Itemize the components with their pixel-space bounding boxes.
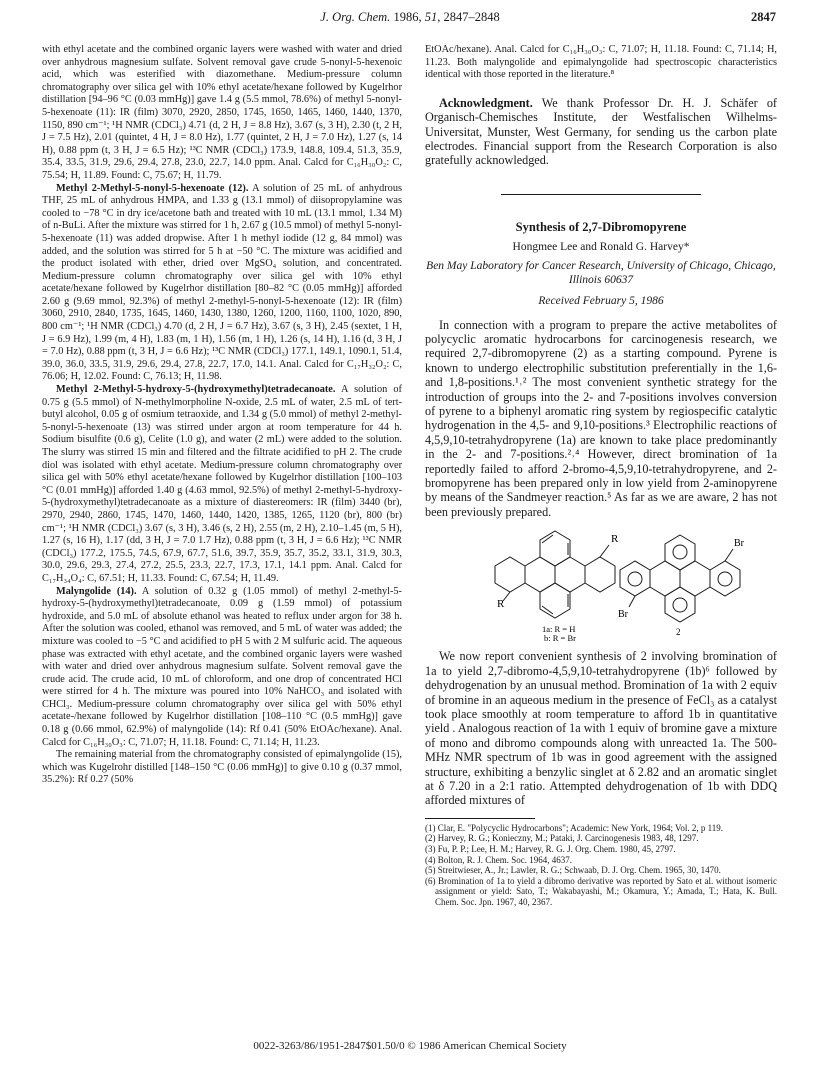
footnote: (1) Clar, E. "Polycyclic Hydrocarbons"; Academic: New York, 1964; Vol. 2, p 119. [425, 822, 724, 833]
footnotes [425, 823, 777, 908]
paragraph-text: A solution of 0.32 g (1.05 mmol) of methyl 2-methyl-5-hydroxy-5-(hydroxymethyl)tetradecanoate, 0.09 g (1.59 mmol) of potassium hydroxide, and 5.0 mL of absolute ethanol was heated to reflux under argon for 38 h. After the solution was cooled, ethanol was removed, and 5 mL of water was added; the mixture was cooled to −5 °C and acidified to pH 5 with 2 M sulfuric acid. The aqueous phase was extracted with ethyl acetate, and the combined organic layers were washed with water and dried over anhydrous magnesium sulfate. Solvent removal gave the crude acid. The crude acid, 10 mL of chloroform, and one drop of concentrated HCl were stirred for 4 h. The mixture was poured into 10% NaHCO₃ and isolated with CHCl₃. Medium-pressure column chromatography over silica gel with 50% ethyl acetate-/hexane followed by Kugelrhor distillation [108–110 °C (0.5 mmHg)] gave 0.18 g (0.66 mmol, 62.9%) of malyngolide (14): Rf 0.41 (50% EtOAc/hexane). Anal. Calcd for C₁₆H₃₀O₃: C, 71.07; H, 11.18. Found: C, 71.14; H, 11.23. [42, 585, 402, 748]
journal-citation [0, 10, 820, 25]
acknowledgment-heading: Acknowledgment. [439, 95, 533, 110]
left-column [42, 44, 402, 787]
copyright-footer: 0022-3263/86/1951-2847$01.50/0 © 1986 American Chemical Society [253, 1040, 567, 1052]
journal-year: 1986, [393, 10, 422, 24]
acknowledgment [425, 96, 777, 168]
paragraph: We now report convenient synthesis of 2 involving bromination of 1a to yield 2,7-dibromo-4,5,9,10-tetrahydropyrene (1b)⁶ followed by dehydrogenation by an unusual method. Bromination of 1a with 2 equiv of bromine in an aqueous medium in the presence of FeCl₃ as a catalyst took place smoothly at room temperature to afford 1b in quantitative yield . Analogous reaction of 1a with 1 equiv of bromine gave a mixture of mono and dibromo compounds along with unreacted 1a. The 500-MHz NMR spectrum of 1b was in good agreement with the assigned structure, exhibiting a benzylic singlet at δ 2.82 and an aromatic singlet at δ 7.20 in a 2:1 ratio. Attempted dehydrogenation of 1b with DDQ afforded mixtures of [425, 649, 777, 808]
footnote: (3) Fu, P. P.; Lee, H. M.; Harvey, R. G. J. Org. Chem. 1980, 45, 2797. [425, 843, 676, 854]
substituent-r-right: R [611, 533, 619, 546]
paragraph: In connection with a program to prepare the active metabolites of polycyclic aromatic hydrocarbons for carcinogenesis research, we required 2,7-dibromopyrene (2) as a starting compound. Pyrene is known to undergo electrophilic substitution preferentially in the 1,6- and 1,8-positions.¹˒² The most convenient synthetic strategy for the introduction of groups into the 2- and 7-positions involves conversion of pyrene to a biphenyl aromatic ring system by regiospecific catalytic hydrogenation in the 4,5- and 9,10-positions.³ Electrophilic reactions of 4,5,9,10-tetrahydropyrene (1a) are known to take place predominantly in the 2- and 7-positions.²˒⁴ However, direct bromination of 1a reportedly failed to afford 2-bromo-4,5,9,10-tetrahydropyrene, and 2-bromopyrene has been prepared only in low yield from 2-aminopyrene by means of the Sandmeyer reaction.⁵ As far as we are aware, 2 has not been previously prepared. [425, 317, 777, 519]
article-authors: Hongmee Lee and Ronald G. Harvey* [512, 241, 690, 254]
paragraph [42, 586, 402, 750]
article-separator [501, 194, 701, 195]
paragraph [42, 384, 402, 586]
article-title: Synthesis of 2,7-Dibromopyrene [515, 219, 687, 234]
footnote: (5) Streitwieser, A., Jr.; Lawler, R. G.; Schwaab, D. J. Org. Chem. 1965, 30, 1470. [425, 865, 721, 876]
paragraph: The remaining material from the chromatography consisted of epimalyngolide (15), which was Kugelrohr distilled [148–150 °C (0.06 mmHg)] to give 0.10 g (0.37 mmol, 35.2%): Rf 0.27 (50% [42, 749, 402, 786]
paragraph [42, 183, 402, 385]
page-number: 2847 [751, 10, 776, 24]
substituent-br-bottom: Br [618, 609, 628, 621]
paragraph-text: A solution of 0.75 g (5.5 mmol) of N-methylmorpholine N-oxide, 2.5 mL of water, 2.5 mL of tert-butyl alcohol, 0.05 g of osmium tetraoxide, and 1.34 g (5.0 mmol) of methyl 2-methyl-5-nonyl-5-hexenoate (13) was stirred under argon at room temperature for 44 h. Sodium bisulfite (0.6 g), Celite (1.0 g), and water (2 mL) were added to the solution. The slurry was stirred 15 min and filtered and the filtrate acidified to pH 2. The crude diol was isolated with ethyl acetate. Medium-pressure column chromatography over silica gel with 50% ethyl acetate/hexane followed by Kugelrhor distillation [100–103 °C (0.01 mmHg)] afforded 1.40 g (4.63 mmol, 92.5%) of methyl 2-methyl-5-hydroxy-5-(hydroxymethyl)tetradecanoate as a mixture of diastereomers: IR (film) 3440 (br), 2970, 2940, 2860, 1745, 1470, 1460, 1440, 1420, 1385, 1265, 1120 (br), 800 (br) cm⁻¹; ¹H NMR (CDCl₃) 3.67 (s, 3 H), 3.46 (s, 2 H), 2.55 (m, 2 H), 2.10–1.45 (m, 5 H), 1.27 (s, 16 H), 1.17 (dd, 3 H, J = 7.0 1.7 Hz), 0.88 ppm (t, 3 H, J = 6.6 Hz); ¹³C NMR (CDCl₃) 177.2, 175.5, 74.5, 67.9, 67.7, 51.6, 39.7, 35.9, 35.7, 35.2, 33.1, 31.9, 30.3, 30.0, 29.6, 29.3, 27.4, 27.2, 25.5, 23.3, 22.7, 17.3, 17.1, 14.1 ppm. Anal. Calcd for C₁₇H₃₄O₄: C, 67.51; H, 11.33. Found: C, 67.54; H, 11.49. [42, 384, 402, 584]
footnote: (4) Bolton, R. J. Chem. Soc. 1964, 4637. [425, 854, 573, 865]
received-date: Received February 5, 1986 [538, 295, 664, 307]
journal-pages: 2847–2848 [443, 10, 500, 24]
compound-label-1b: b: R = Br [544, 633, 576, 644]
section-heading: Malyngolide (14). [56, 585, 137, 597]
tetrahydropyrene-structure [495, 531, 615, 618]
structure-figure [425, 521, 777, 643]
acknowledgment-text: We thank Professor Dr. H. J. Schäfer of Organisch-Chemisches Institute, der Westfalischen Wilhelms-Universitat, Munster, West Germany, for sending us the carbon plate electrodes. Financial support from the Research Corporation is also gratefully acknowledged. [425, 95, 777, 168]
section-heading: Methyl 2-Methyl-5-hydroxy-5-(hydroxymethyl)tetradecanoate. [56, 384, 336, 396]
paragraph: EtOAc/hexane). Anal. Calcd for C₁₆H₃₀O₃: C, 71.07; H, 11.18. Found: C, 71.14; H, 11.23. Both malyngolide and epimalyngolide had spectroscopic characteristics identical with those reported in the literature.⁸ [425, 44, 777, 81]
article-affiliation: Ben May Laboratory for Cancer Research, University of Chicago, Chicago, Illinois 60637 [426, 260, 776, 286]
compound-label-2: 2 [676, 627, 681, 638]
right-column [425, 44, 777, 908]
paragraph: with ethyl acetate and the combined organic layers were washed with water and dried over anhydrous magnesium sulfate. Solvent removal gave crude 5-nonyl-5-hexenoic acid, which was esterified with diazomethane. Medium-pressure column chromatography over silica gel with 10% ethyl acetate/hexane followed by Kugelrhor distillation [94–96 °C (0.03 mmHg)] gave 1.4 g (5.5 mmol, 78.6%) of methyl 5-nonyl-5-hexenoate (11): IR (film) 3070, 2920, 2850, 1745, 1650, 1465, 1460, 1440, 1370, 1150, 890 cm⁻¹; ¹H NMR (CDCl₃) 4.71 (d, 2 H, J = 8.8 Hz), 3.67 (s, 3 H), 2.30 (t, 2 H, J = 7.5 Hz), 2.01 (quintet, 4 H, J = 8.0 Hz), 1.77 (quintet, 2 H, J = 7.0 Hz), 1.27 (s, 14 H), 0.88 ppm (t, 3 H, J = 6.5 Hz); ¹³C NMR (CDCl₃) 173.9, 148.8, 109.4, 51.3, 35.9, 35.4, 33.5, 31.9, 29.6, 29.4, 27.8, 23.0, 22.7, 14.0 ppm. Anal. Calcd for C₁₆H₃₀O₂: C, 75.54; H, 11.89. Found: C, 75.67; H, 11.79. [42, 44, 402, 181]
section-heading: Methyl 2-Methyl-5-nonyl-5-hexenoate (12). [56, 182, 249, 194]
journal-name: J. Org. Chem. [320, 10, 391, 24]
running-header [0, 10, 820, 28]
substituent-r-left: R [497, 598, 505, 611]
substituent-br-top: Br [734, 538, 744, 550]
chemical-structures [425, 521, 777, 643]
compound-label-1a: 1a: R = H [542, 624, 576, 635]
pyrene-structure [620, 535, 740, 622]
footnote: (2) Harvey, R. G.; Konieczny, M.; Pataki, J. Carcinogenesis 1983, 48, 1297. [425, 833, 699, 844]
footnote: (6) Bromination of 1a to yield a dibromo derivative was reported by Sato et al. without isomeric assignment or yield: Sato, T.; Wakabayashi, M.; Okamura, Y.; Amada, T.; Hata, K. Bull. Chem. Soc. Jpn. 1967, 40, 2367. [425, 875, 777, 907]
footnote-rule [425, 818, 535, 819]
journal-volume: 51, [424, 10, 441, 24]
paragraph-text: A solution of 25 mL of anhydrous THF, 25 mL of anhydrous HMPA, and 1.33 g (13.1 mmol) of diisopropylamine was cooled to −78 °C in dry ice/acetone bath and treated with 10 mL (13.1 mmol, 1.34 M) of n-BuLi. After the mixture was stirred for 1 h, 2.67 g (10.5 mmol) of methyl 5-nonyl-5-hexenoate (11) was added dropwise. After 1 h methyl iodide (12 g, 84 mmol) was added, and the solution was stirred for 5 h at −50 °C. The mixture was acidified and the product isolated with ether, dried over MgSO₄ solution, and concentrated. Medium-pressure column chromatography over silica gel with 10% ethyl acetate/hexane followed by Kugelrhor distillation [80–82 °C (0.05 mmHg)] afforded 2.60 g (9.69 mmol, 92.3%) of methyl 2-methyl-5-nonyl-5-hexenoate (12): IR (film) 3060, 2910, 2840, 1735, 1645, 1460, 1430, 1380, 1260, 1200, 1160, 1100, 1020, 890, 800 cm⁻¹; ¹H NMR (CDCl₃) 4.70 (d, 2 H, J = 6.7 Hz), 3.67 (s, 3 H), 2.45 (sextet, 1 H, J = 6.9 Hz), 1.99 (m, 4 H), 1.83 (m, 1 H), 1.56 (m, 1 H), 1.26 (s, 14 H), 1.16 (d, 3 H, J = 7.0 Hz), 0.88 ppm (t, 3 H, J = 6.6 Hz); ¹³C NMR (CDCl₃) 177.1, 149.1, 1090.1, 51.4, 39.0, 36.0, 33.5, 31.9, 29.6, 29.4, 27.8, 22.7, 17.0, 14.1. Anal. Calcd for C₁₇H₃₂O₂: C, 76.06; H, 12.02. Found: C, 76.13; H, 11.98. [42, 182, 402, 383]
